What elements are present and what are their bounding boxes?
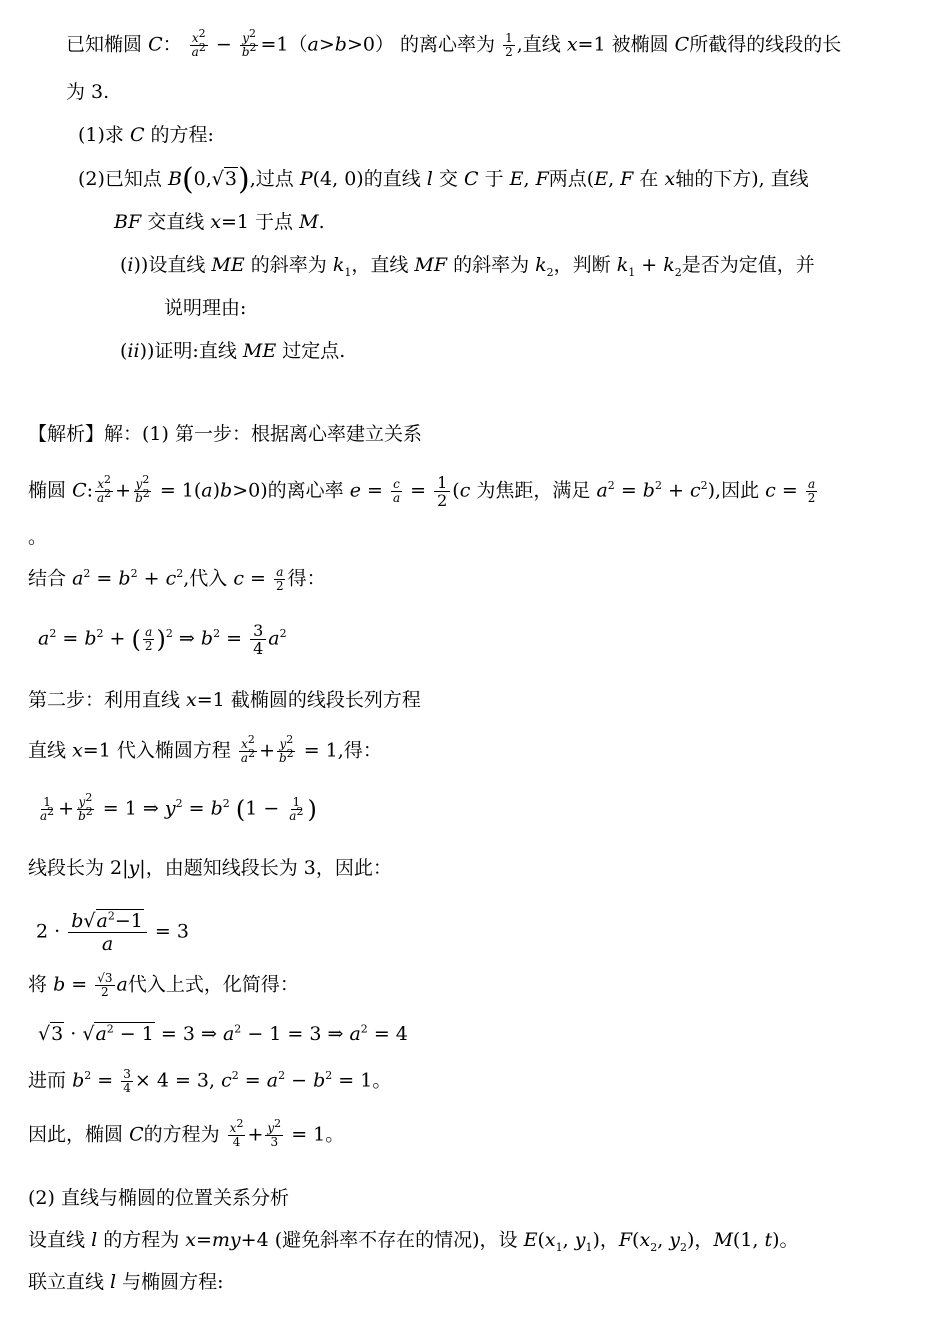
text: 将 <box>28 973 48 996</box>
text: 代入椭圆方程 <box>116 739 231 762</box>
equation-1: $a^2 = b^2$ + ( $\frac{a}{2}$ )$^2$ ⇒ $b^2$ = $\frac{3}{4}$ $a^2$ <box>38 621 287 658</box>
equation-2: $\frac{1}{a^2}$ + $\frac{y^2}{b^2}$ = 1 ⇒ $y^2 = b^2$ (1 − $\frac{1}{a^2}$ ) <box>40 791 317 824</box>
question-2-line-1: (2)已知点 B(0,√3),过点 P(4, 0)的直线 l 交 C 于 E, F两点(E, F 在 x轴的下方), 直线 <box>78 162 809 197</box>
solution-line-1-tail: 。 <box>28 526 48 548</box>
text: (2)已知点 <box>78 168 162 190</box>
sub-question-i-line-2: 说明理由: <box>164 297 247 319</box>
text: 结合 <box>28 567 67 590</box>
solution-heading: 【解析】解：(1) 第一步：根据离心率建立关系 <box>28 423 422 445</box>
text: 直线 <box>28 739 67 762</box>
text: 椭圆 <box>28 479 67 502</box>
question-1: (1)求 C 的方程: <box>78 124 214 146</box>
text: 的方程为 <box>143 1123 220 1146</box>
text: 于 <box>484 168 504 190</box>
text: 为焦距，满足 <box>476 479 591 502</box>
solution-line-8: 设直线 l 的方程为 x=my+4 (避免斜率不存在的情况)，设 $E(x_1$, $y_1$)，$F(x_2$, $y_2$)，M(1, t)。 <box>28 1229 799 1254</box>
text: 被椭圆 <box>611 33 669 56</box>
text: )设直线 <box>140 254 206 276</box>
text: 得： <box>343 739 382 762</box>
text: 设直线 <box>28 1229 86 1251</box>
solution-line-3: 直线 x=1 代入椭圆方程 $\frac{x^2}{a^2}$ + $\frac{y^2}{b^2}$ = 1,得： <box>28 733 382 765</box>
solution-line-1: 椭圆 C: $\frac{x^2}{a^2}$ + $\frac{y^2}{b^2}$ = 1(a)b>0)的离心率 e = $\frac{c}{a}$ = $\frac{1}{2}$ (c 为焦距，满足 $a^2 = b^2 + c^2$),因此 c = $\frac{a}{2}$ <box>28 473 816 510</box>
text: 过点 <box>255 168 294 190</box>
text: 的方程为 <box>103 1229 180 1251</box>
solution-line-7: 因此，椭圆 C的方程为 $\frac{x^2}{4}$ + $\frac{y^2}{3}$ = 1。 <box>28 1117 345 1149</box>
text: 因此 <box>721 479 760 502</box>
text: 两点( <box>548 168 595 190</box>
text: 的斜率为 <box>453 254 530 276</box>
solution-line-4: 线段长为 2|y|，由题知线段长为 3，因此： <box>28 857 392 879</box>
text: 得： <box>287 567 326 590</box>
text: 的离心率为 <box>400 33 496 56</box>
text: 进而 <box>28 1069 67 1092</box>
solution-line-2: 结合 $a^2 = b^2 + c^2$,代入 c = $\frac{a}{2}$ 得： <box>28 565 326 593</box>
text: ，判断 <box>553 254 611 276</box>
text: 过定点. <box>282 340 346 362</box>
text: (避免斜率不存在的情况)，设 <box>274 1229 518 1251</box>
part-2-heading: (2) 直线与椭圆的位置关系分析 <box>28 1187 289 1209</box>
sub-question-i-line-1: (i))设直线 ME 的斜率为 $k_1$，直线 MF 的斜率为 $k_2$，判断 $k_1 + k_2$是否为定值，并 <box>120 254 815 279</box>
text: 的斜率为 <box>250 254 327 276</box>
text: 在 <box>639 168 659 190</box>
text: 代入 <box>189 567 228 590</box>
step-2-heading: 第二步：利用直线 x=1 截椭圆的线段长列方程 <box>28 689 421 711</box>
sub-question-ii: (ii))证明:直线 ME 过定点. <box>120 340 346 362</box>
question-2-line-2: BF 交直线 x=1 于点 M. <box>114 211 325 233</box>
text: 直线 <box>522 33 561 56</box>
text: 于点 <box>255 211 294 233</box>
text: 已知椭圆 <box>66 33 143 56</box>
text: 交 <box>438 168 458 190</box>
text: ，直线 <box>351 254 409 276</box>
equation-4: $√3 \cdot √a^2 - 1 = 3$ ⇒ $a^2 - 1 = 3$ ⇒ $a^2 = 4$ <box>38 1022 408 1045</box>
text: 轴的下方), 直线 <box>675 168 809 190</box>
text: 是否为定值，并 <box>681 254 815 276</box>
text: 代入上式，化简得： <box>127 973 299 996</box>
text: ，由题知线段长为 3，因此： <box>145 857 392 879</box>
solution-line-9: 联立直线 l 与椭圆方程: <box>28 1271 224 1293</box>
text: 线段长为 <box>28 857 105 879</box>
text: 因此，椭圆 <box>28 1123 124 1146</box>
text: 的离心率 <box>267 479 344 502</box>
problem-line-2: 为 3. <box>66 81 110 103</box>
equation-3: 2 · $\frac{b√a^2-1}{a}$ = 3 <box>36 909 189 955</box>
problem-line-1: 已知椭圆 C： $\frac{x^2}{a^2}$ − $\frac{y^2}{b^2}$ =1（a>b>0） 的离心率为 $\frac{1}{2}$ ,直线 x=1 被椭圆 C所截得的线段的长 <box>66 27 842 59</box>
text: 交直线 <box>147 211 205 233</box>
text: )证明:直线 <box>147 340 237 362</box>
text: 的直线 <box>363 168 421 190</box>
solution-line-6: 进而 $b^2$ = $\frac{3}{4}$ × 4 = 3, $c^2 = a^2 - b^2 = 1$。 <box>28 1067 392 1095</box>
solution-line-5: 将 b = $\frac{√3}{2}$ a代入上式，化简得： <box>28 971 299 999</box>
text: 所截得的线段的长 <box>689 33 842 56</box>
